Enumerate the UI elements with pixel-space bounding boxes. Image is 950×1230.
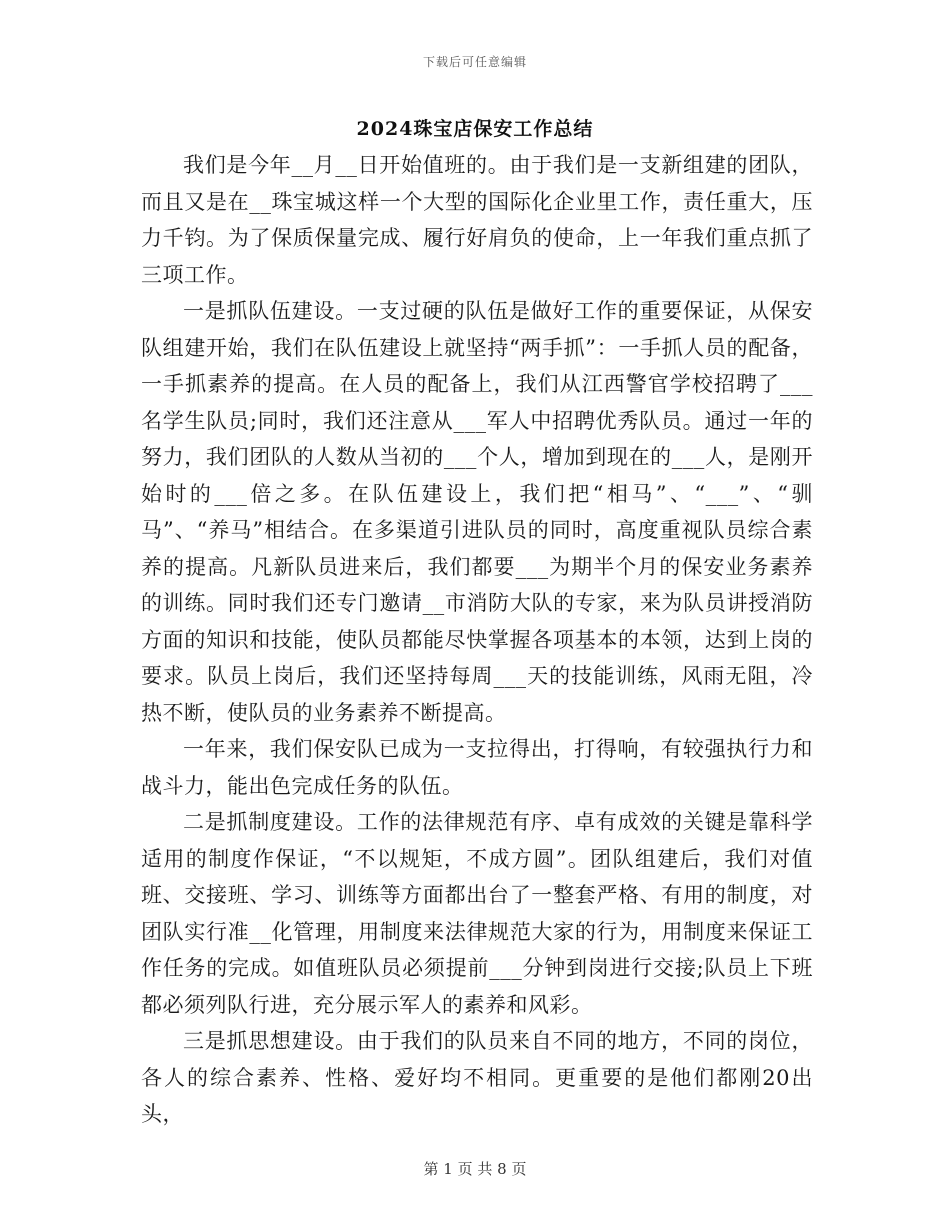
page-footer: 第 1 页 共 8 页 [423,1160,527,1178]
paragraph-thought-building: 三是抓思想建设。由于我们的队员来自不同的地方，不同的岗位，各人的综合素养、性格、爱好均不相同。更重要的是他们都刚20出头， [141,1029,813,1126]
header-note: 下载后可任意编辑 [422,55,527,69]
paragraph-intro: 我们是今年__月__日开始值班的。由于我们是一支新组建的团队，而且又是在__珠宝城这样一个大型的国际化企业里工作，责任重大，压力千钧。为了保质保量完成、履行好肩负的使命，上一年我们重点抓了三项工作。 [141,153,813,287]
document-body [141,147,813,1133]
paragraph-team-summary: 一年来，我们保安队已成为一支拉得出，打得响，有较强执行力和战斗力，能出色完成任务的队伍。 [141,737,813,798]
paragraph-team-building: 一是抓队伍建设。一支过硬的队伍是做好工作的重要保证，从保安队组建开始，我们在队伍建设上就坚持“两手抓”：一手抓人员的配备，一手抓素养的提高。在人员的配备上，我们从江西警官学校招聘了___名学生队员;同时，我们还注意从___军人中招聘优秀队员。通过一年的努力，我们团队的人数从当初的___个人，增加到现在的___人，是刚开始时的___倍之多。在队伍建设上，我们把“相马”、“___”、“驯马”、“养马”相结合。在多渠道引进队员的同时，高度重视队员综合素养的提高。凡新队员进来后，我们都要___为期半个月的保安业务素养的训练。同时我们还专门邀请__市消防大队的专家，来为队员讲授消防方面的知识和技能，使队员都能尽快掌握各项基本的本领，达到上岗的要求。队员上岗后，我们还坚持每周___天的技能训练，风雨无阻，冷热不断，使队员的业务素养不断提高。 [141,299,813,725]
document-title: 2024珠宝店保安工作总结 [356,118,594,140]
paragraph-system-building: 二是抓制度建设。工作的法律规范有序、卓有成效的关键是靠科学适用的制度作保证，“不以规矩，不成方圆”。团队组建后，我们对值班、交接班、学习、训练等方面都出台了一整套严格、有用的制度，对团队实行准__化管理，用制度来法律规范大家的行为，用制度来保证工作任务的完成。如值班队员必须提前___分钟到岗进行交接;队员上下班都必须列队行进，充分展示军人的素养和风彩。 [141,810,813,1017]
